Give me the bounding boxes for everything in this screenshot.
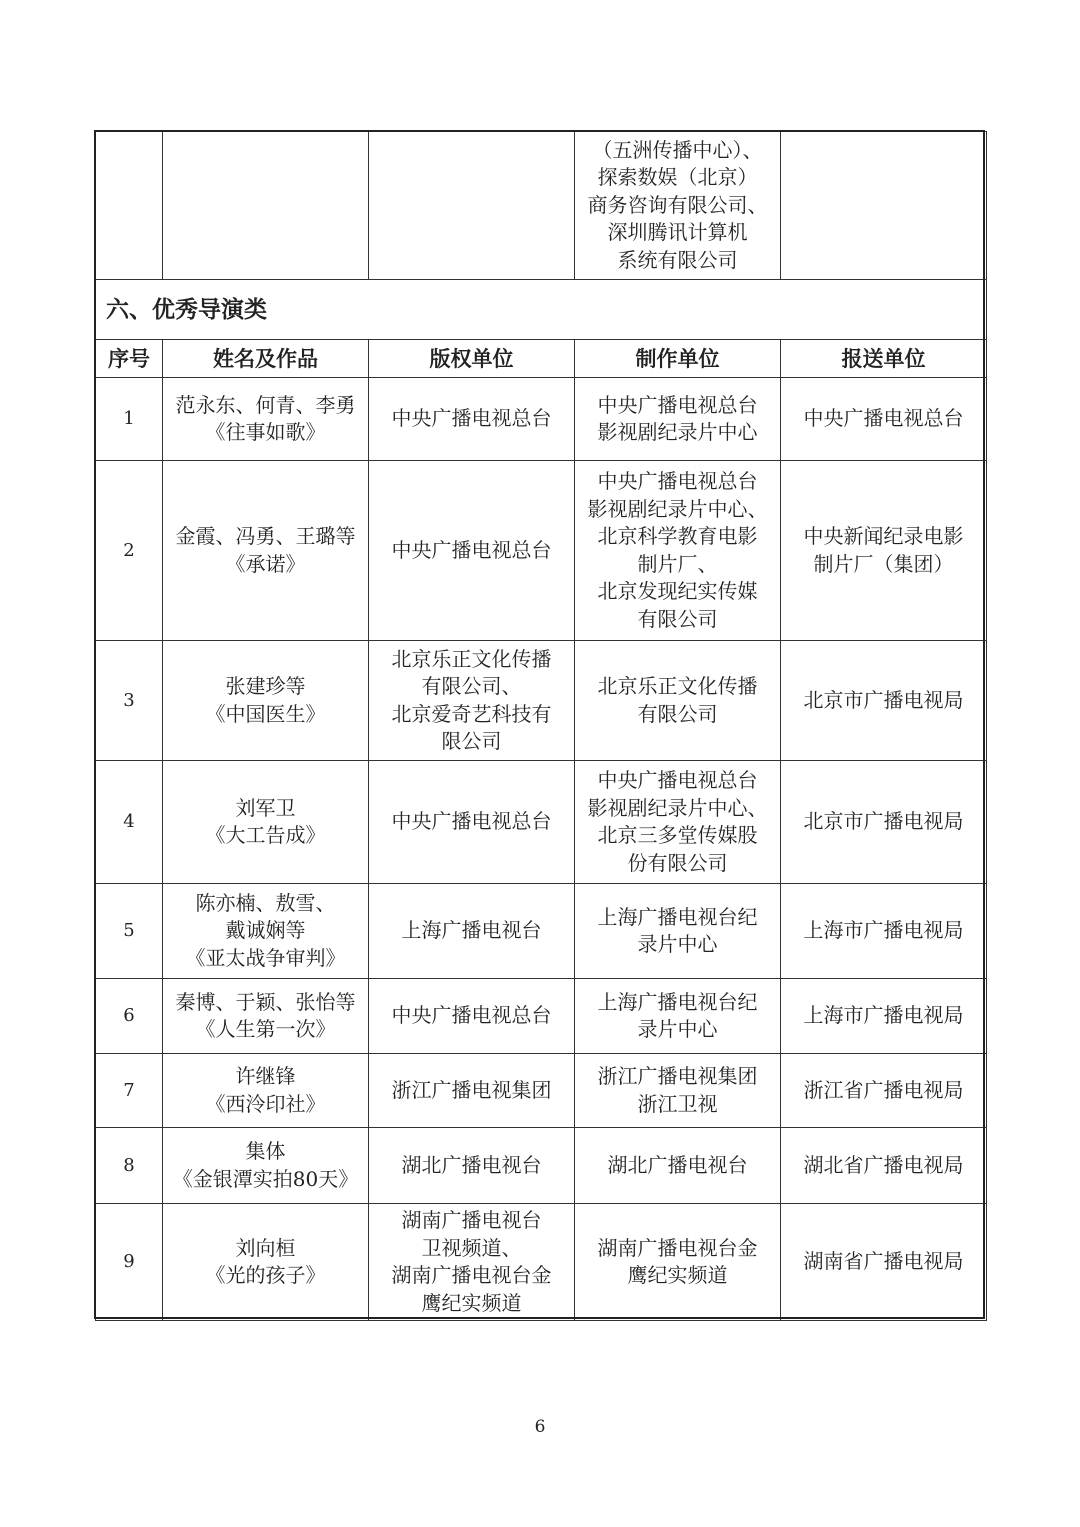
cell-producer: 上海广播电视台纪 录片中心 bbox=[575, 979, 781, 1054]
cell-copyright: 湖南广播电视台 卫视频道、 湖南广播电视台金 鹰纪实频道 bbox=[369, 1204, 575, 1321]
cell-copyright: 中央广播电视总台 bbox=[369, 378, 575, 461]
table-row bbox=[96, 761, 987, 884]
cell-name-work bbox=[163, 132, 369, 280]
table-row bbox=[96, 1204, 987, 1321]
cell-submitter: 北京市广播电视局 bbox=[781, 761, 987, 884]
cell-name-work: 集体 《金银潭实拍80天》 bbox=[163, 1128, 369, 1204]
cell-copyright: 中央广播电视总台 bbox=[369, 461, 575, 641]
cell-producer: 湖北广播电视台 bbox=[575, 1128, 781, 1204]
header-name-work: 姓名及作品 bbox=[163, 340, 369, 378]
cell-seq: 5 bbox=[96, 884, 163, 979]
cell-seq: 9 bbox=[96, 1204, 163, 1321]
cell-submitter: 上海市广播电视局 bbox=[781, 884, 987, 979]
cell-submitter: 中央新闻纪录电影 制片厂（集团） bbox=[781, 461, 987, 641]
header-seq: 序号 bbox=[96, 340, 163, 378]
cell-copyright: 中央广播电视总台 bbox=[369, 761, 575, 884]
awards-table bbox=[95, 131, 987, 1321]
cell-submitter: 浙江省广播电视局 bbox=[781, 1054, 987, 1128]
header-producer: 制作单位 bbox=[575, 340, 781, 378]
cell-copyright: 浙江广播电视集团 bbox=[369, 1054, 575, 1128]
cell-seq: 7 bbox=[96, 1054, 163, 1128]
table-row bbox=[96, 1128, 987, 1204]
continuation-row bbox=[96, 132, 987, 280]
cell-name-work: 许继锋 《西泠印社》 bbox=[163, 1054, 369, 1128]
header-copyright: 版权单位 bbox=[369, 340, 575, 378]
table-row bbox=[96, 884, 987, 979]
cell-submitter: 湖南省广播电视局 bbox=[781, 1204, 987, 1321]
table-row bbox=[96, 979, 987, 1054]
table-row bbox=[96, 641, 987, 761]
cell-name-work: 金霞、冯勇、王璐等 《承诺》 bbox=[163, 461, 369, 641]
cell-producer: 中央广播电视总台 影视剧纪录片中心、 北京科学教育电影 制片厂、 北京发现纪实传媒 有限公司 bbox=[575, 461, 781, 641]
cell-copyright: 中央广播电视总台 bbox=[369, 979, 575, 1054]
table-row bbox=[96, 1054, 987, 1128]
table-row bbox=[96, 378, 987, 461]
header-submitter: 报送单位 bbox=[781, 340, 987, 378]
cell-name-work: 范永东、何青、李勇 《往事如歌》 bbox=[163, 378, 369, 461]
table-row bbox=[96, 461, 987, 641]
cell-seq: 6 bbox=[96, 979, 163, 1054]
cell-name-work: 张建珍等 《中国医生》 bbox=[163, 641, 369, 761]
page-number: 6 bbox=[534, 1417, 546, 1437]
header-row bbox=[96, 340, 987, 378]
cell-name-work: 刘向桓 《光的孩子》 bbox=[163, 1204, 369, 1321]
cell-seq bbox=[96, 132, 163, 280]
cell-copyright: 北京乐正文化传播 有限公司、 北京爱奇艺科技有 限公司 bbox=[369, 641, 575, 761]
cell-name-work: 刘军卫 《大工告成》 bbox=[163, 761, 369, 884]
cell-seq: 4 bbox=[96, 761, 163, 884]
cell-seq: 2 bbox=[96, 461, 163, 641]
cell-name-work: 秦博、于颖、张怡等 《人生第一次》 bbox=[163, 979, 369, 1054]
cell-submitter: 上海市广播电视局 bbox=[781, 979, 987, 1054]
cell-submitter: 北京市广播电视局 bbox=[781, 641, 987, 761]
cell-producer: 中央广播电视总台 影视剧纪录片中心、 北京三多堂传媒股 份有限公司 bbox=[575, 761, 781, 884]
cell-submitter bbox=[781, 132, 987, 280]
cell-submitter: 中央广播电视总台 bbox=[781, 378, 987, 461]
cell-producer: 浙江广播电视集团 浙江卫视 bbox=[575, 1054, 781, 1128]
section-row bbox=[96, 280, 987, 340]
cell-copyright bbox=[369, 132, 575, 280]
section-title: 六、优秀导演类 bbox=[96, 280, 987, 340]
cell-name-work: 陈亦楠、敖雪、 戴诚娴等 《亚太战争审判》 bbox=[163, 884, 369, 979]
cell-producer: 湖南广播电视台金 鹰纪实频道 bbox=[575, 1204, 781, 1321]
cell-producer: （五洲传播中心）、 探索数娱（北京） 商务咨询有限公司、 深圳腾讯计算机 系统有限公司 bbox=[575, 132, 781, 280]
cell-submitter: 湖北省广播电视局 bbox=[781, 1128, 987, 1204]
cell-seq: 3 bbox=[96, 641, 163, 761]
cell-producer: 上海广播电视台纪 录片中心 bbox=[575, 884, 781, 979]
cell-producer: 中央广播电视总台 影视剧纪录片中心 bbox=[575, 378, 781, 461]
cell-seq: 8 bbox=[96, 1128, 163, 1204]
cell-producer: 北京乐正文化传播 有限公司 bbox=[575, 641, 781, 761]
cell-copyright: 上海广播电视台 bbox=[369, 884, 575, 979]
cell-copyright: 湖北广播电视台 bbox=[369, 1128, 575, 1204]
cell-seq: 1 bbox=[96, 378, 163, 461]
